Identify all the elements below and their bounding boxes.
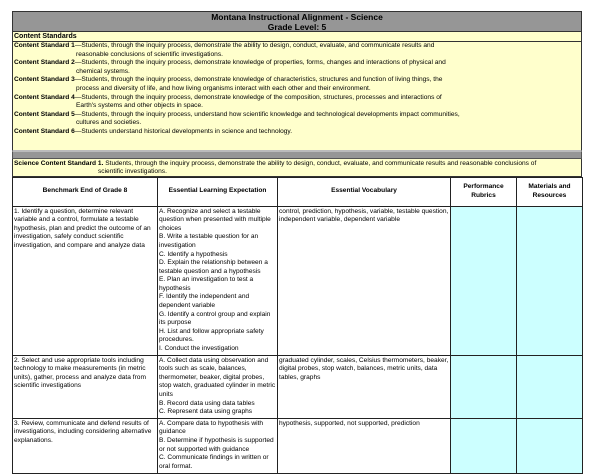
- content-standard-text-cont: Earth's systems and other objects in space.: [76, 102, 203, 110]
- table-header-row: [13, 177, 583, 206]
- table-row: [13, 355, 583, 418]
- vocabulary-cell: control, prediction, hypothesis, variable, testable question, independent variable, dependent variable: [278, 206, 451, 355]
- content-standard-label: Content Standard 2: [14, 59, 75, 67]
- content-standard-text: —Students, through the inquiry process, demonstrate knowledge of characteristics, structures and function of living things, the: [74, 76, 443, 84]
- expectation-item: G. Identify a control group and explain its purpose: [159, 310, 271, 327]
- expectation-item: C. Communicate findings in written or oral format.: [159, 454, 269, 470]
- column-header: Benchmark End of Grade 8: [13, 177, 158, 206]
- page-title: Montana Instructional Alignment - Science: [211, 12, 383, 22]
- column-header: Performance Rubrics: [451, 177, 517, 206]
- content-standard-label: Content Standard 5: [14, 110, 75, 118]
- content-standard-label: Content Standard 3: [14, 76, 75, 84]
- expectation-cell: [158, 206, 278, 355]
- column-header: Essential Learning Expectation: [158, 177, 278, 206]
- rubrics-cell[interactable]: [451, 355, 517, 418]
- science-content-standard: [12, 159, 582, 177]
- science-standard-label: Science Content Standard 1.: [14, 159, 104, 167]
- content-standard-item: [13, 76, 581, 93]
- spacer: [13, 137, 581, 150]
- content-standard-label: Content Standard 6: [14, 127, 75, 135]
- column-header: Materials and Resources: [517, 177, 583, 206]
- rubrics-cell[interactable]: [451, 206, 517, 355]
- vocabulary-cell: hypothesis, supported, not supported, prediction: [278, 418, 451, 473]
- content-standard-item: [13, 59, 581, 76]
- content-standard-text: —Students understand historical developments in science and technology.: [74, 127, 293, 135]
- content-standards-heading: Content Standards: [13, 32, 581, 42]
- expectation-item: I. Conduct the investigation: [159, 345, 239, 353]
- expectation-item: A. Compare data to hypothesis with guidance: [159, 419, 264, 436]
- materials-cell[interactable]: [517, 355, 583, 418]
- materials-cell[interactable]: [517, 418, 583, 473]
- expectation-cell: [158, 418, 278, 473]
- science-standard-text-cont: scientific investigations.: [98, 168, 167, 176]
- materials-cell[interactable]: [517, 206, 583, 355]
- content-standard-text: —Students, through the inquiry process, demonstrate knowledge of properties, forms, changes and interactions of physical and: [74, 59, 446, 67]
- science-standard-text: Students, through the inquiry process, demonstrate the ability to design, conduct, evaluate, and communicate results and reasonable conclusions of: [103, 159, 537, 167]
- expectation-item: A. Recognize and select a testable question when presented with multiple choices: [159, 207, 271, 232]
- content-standard-item: [13, 128, 581, 137]
- table-row: [13, 418, 583, 473]
- content-standard-text-cont: cultures and societies.: [76, 119, 142, 127]
- expectation-item: D. Explain the relationship between a testable question and a hypothesis: [159, 259, 268, 275]
- expectation-item: B. Determine if hypothesis is supported or not supported with guidance: [159, 436, 274, 453]
- expectation-item: H. List and follow appropriate safety procedures.: [159, 327, 264, 344]
- expectation-item: C. Identify a hypothesis: [159, 250, 228, 258]
- content-standard-text: —Students, through the inquiry process, demonstrate knowledge of the composition, structures, processes and interactions of: [74, 93, 442, 101]
- rubrics-cell[interactable]: [451, 418, 517, 473]
- content-standard-text: —Students, through the inquiry process, understand how scientific knowledge and technological developments impact communities,: [74, 110, 460, 118]
- column-header: Essential Vocabulary: [278, 177, 451, 206]
- alignment-table: [12, 177, 583, 474]
- expectation-item: F. Identify the independent and dependent variable: [159, 293, 250, 310]
- expectation-item: C. Represent data using graphs: [159, 408, 253, 416]
- expectation-item: B. Write a testable question for an investigation: [159, 233, 259, 249]
- content-standards-section: [12, 32, 582, 151]
- content-standard-label: Content Standard 4: [14, 93, 75, 101]
- content-standard-item: [13, 111, 581, 128]
- alignment-sheet: [12, 11, 582, 474]
- content-standard-text-cont: process and diversity of life, and how living organisms interact with each other and their environment.: [76, 84, 371, 92]
- expectation-item: E. Plan an investigation to test a hypothesis: [159, 276, 254, 292]
- benchmark-cell: 1. Identify a question, determine relevant variable and a control, formulate a testable hypothesis, plan and predict the outcome of an investigation, safely conduct scientific investigation, and compare and analyze data: [13, 206, 158, 355]
- title-bar: [12, 11, 582, 32]
- expectation-cell: [158, 355, 278, 418]
- section-divider: [12, 151, 582, 159]
- benchmark-cell: 2. Select and use appropriate tools including technology to make measurements (in metric units), gather, process and analyze data from scientific investigations: [13, 355, 158, 418]
- benchmark-cell: 3. Review, communicate and defend results of investigations, including considering alternative explanations.: [13, 418, 158, 473]
- expectation-item: B. Record data using data tables: [159, 399, 255, 407]
- content-standard-text-cont: chemical systems.: [76, 67, 130, 75]
- grade-level: Grade Level: 5: [267, 22, 327, 32]
- content-standard-text: —Students, through the inquiry process, demonstrate the ability to design, conduct, evaluate, and communicate results and: [74, 42, 435, 49]
- expectation-item: A. Collect data using observation and tools such as scale, balances, thermometer, beaker, digital probes, stop watch, graduated cylinder in metric units: [159, 356, 276, 398]
- content-standard-label: Content Standard 1: [14, 42, 75, 49]
- table-row: [13, 206, 583, 355]
- vocabulary-cell: graduated cylinder, scales, Celsius thermometers, beaker, digital probes, stop watch, balances, metric units, data tables, graphs: [278, 355, 451, 418]
- content-standard-text-cont: reasonable conclusions of scientific investigations.: [76, 50, 223, 58]
- content-standard-item: [13, 94, 581, 111]
- content-standard-item: [13, 42, 581, 59]
